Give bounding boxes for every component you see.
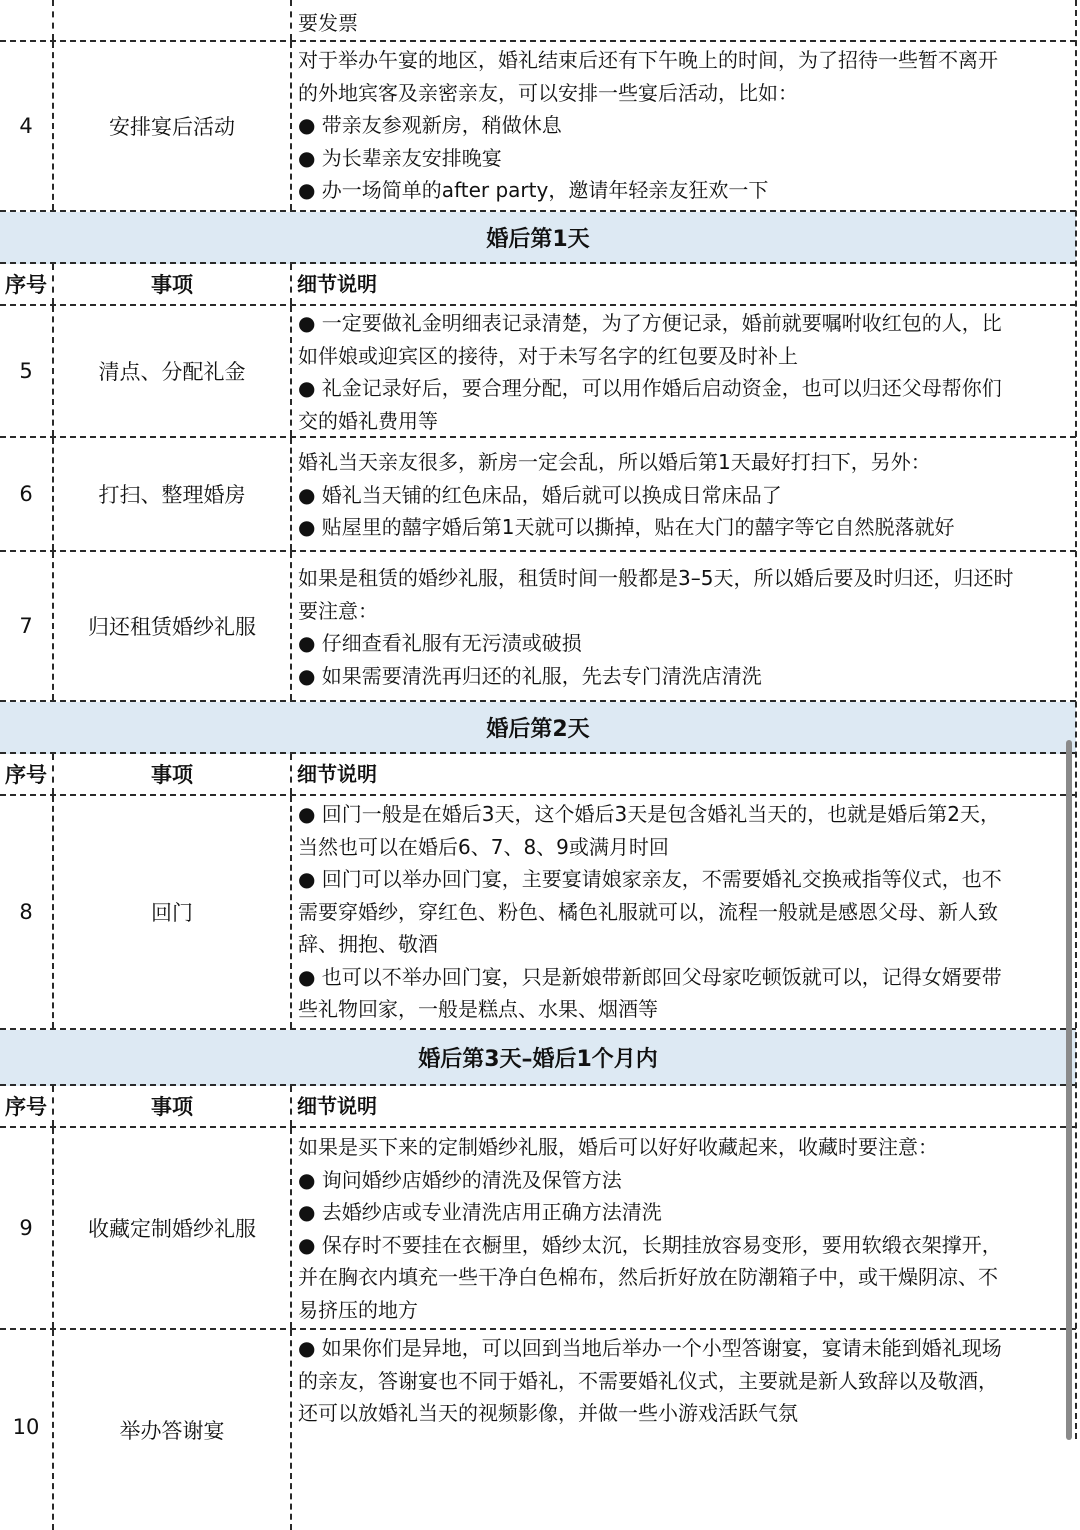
- detail-line: 当然也可以在婚后6、7、8、9或满月时回: [298, 834, 669, 859]
- row-detail: [292, 1128, 1076, 1328]
- row-detail-cell: [292, 0, 1076, 40]
- detail-line: ● 礼金记录好后，要合理分配，可以用作婚后启动资金，也可以归还父母帮你们: [298, 376, 1002, 400]
- detail-line: 对于举办午宴的地区，婚礼结束后还有下午晚上的时间，为了招待一些暂不离开: [298, 48, 998, 72]
- header-number: 序号: [0, 264, 54, 304]
- detail-line: 要发票: [298, 11, 358, 35]
- table-right-border: [1075, 0, 1077, 1439]
- detail-line: 并在胸衣内填充一些干净白色棉布，然后折好放在防潮箱子中，或干燥阴凉、不: [298, 1265, 998, 1289]
- section-heading: 婚后第1天: [0, 212, 1076, 264]
- table-row: [0, 306, 1076, 438]
- table-row: [0, 552, 1076, 702]
- row-number: 8: [0, 796, 54, 1028]
- table-header: [0, 264, 1076, 306]
- detail-line: ● 询问婚纱店婚纱的清洗及保管方法: [298, 1167, 622, 1192]
- detail-line: 些礼物回家，一般是糕点、水果、烟酒等: [298, 997, 658, 1021]
- table-row-partial: [0, 0, 1076, 42]
- section-heading: 婚后第2天: [0, 702, 1076, 754]
- detail-line: 易挤压的地方: [298, 1297, 418, 1322]
- scrollbar[interactable]: [1066, 740, 1072, 1440]
- table-header: [0, 1086, 1076, 1128]
- row-detail: [292, 42, 1076, 210]
- row-number: 5: [0, 306, 54, 436]
- detail-line: ● 如果你们是异地，可以回到当地后举办一个小型答谢宴，宴请未能到婚礼现场: [298, 1336, 1002, 1360]
- header-item: 事项: [54, 754, 292, 794]
- row-item: 举办答谢宴: [54, 1330, 292, 1530]
- detail-line: 如伴娘或迎宾区的接待，对于未写名字的红包要及时补上: [298, 343, 798, 368]
- detail-line: ● 回门一般是在婚后3天，这个婚后3天是包含婚礼当天的，也就是婚后第2天，: [298, 802, 1000, 826]
- detail-line: 要注意：: [298, 598, 378, 623]
- row-number: 9: [0, 1128, 54, 1328]
- row-detail: [292, 1330, 1076, 1530]
- detail-line: 如果是买下来的定制婚纱礼服，婚后可以好好收藏起来，收藏时要注意：: [298, 1135, 938, 1159]
- table-row: [0, 1330, 1076, 1530]
- detail-line: ● 回门可以举办回门宴，主要宴请娘家亲友，不需要婚礼交换戒指等仪式，也不: [298, 867, 1002, 891]
- table-row: [0, 42, 1076, 212]
- detail-line: 的亲友，答谢宴也不同于婚礼，不需要婚礼仪式，主要就是新人致辞以及敬酒，: [298, 1368, 998, 1393]
- row-item: 安排宴后活动: [54, 42, 292, 210]
- row-number-cell: [0, 0, 54, 40]
- detail-line: 需要穿婚纱，穿红色、粉色、橘色礼服就可以，流程一般就是感恩父母、新人致: [298, 899, 998, 924]
- row-detail: [292, 796, 1076, 1028]
- row-detail: [292, 552, 1076, 700]
- row-number: 10: [0, 1330, 54, 1530]
- detail-line: ● 一定要做礼金明细表记录清楚，为了方便记录，婚前就要嘱咐收红包的人，比: [298, 311, 1002, 335]
- header-item: 事项: [54, 1086, 292, 1126]
- table-row: [0, 796, 1076, 1030]
- row-detail: [292, 306, 1076, 436]
- row-number: 7: [0, 552, 54, 700]
- table-header: [0, 754, 1076, 796]
- header-number: 序号: [0, 1086, 54, 1126]
- detail-line: ● 婚礼当天铺的红色床品，婚后就可以换成日常床品了: [298, 482, 782, 507]
- detail-line: ● 保存时不要挂在衣橱里，婚纱太沉，长期挂放容易变形，要用软缎衣架撑开，: [298, 1232, 1002, 1257]
- row-number: 6: [0, 438, 54, 550]
- detail-line: ● 带亲友参观新房，稍做休息: [298, 113, 562, 137]
- row-item: 归还租赁婚纱礼服: [54, 552, 292, 700]
- table-row: [0, 438, 1076, 552]
- header-item: 事项: [54, 264, 292, 304]
- row-item: 回门: [54, 796, 292, 1028]
- detail-line: ● 贴屋里的囍字婚后第1天就可以撕掉，贴在大门的囍字等它自然脱落就好: [298, 515, 955, 539]
- row-item: 打扫、整理婚房: [54, 438, 292, 550]
- detail-line: 如果是租赁的婚纱礼服，租赁时间一般都是3–5天，所以婚后要及时归还，归还时: [298, 566, 1014, 590]
- header-number: 序号: [0, 754, 54, 794]
- detail-line: ● 仔细查看礼服有无污渍或破损: [298, 631, 582, 655]
- detail-line: ● 办一场简单的after party，邀请年轻亲友狂欢一下: [298, 178, 769, 202]
- detail-line: 婚礼当天亲友很多，新房一定会乱，所以婚后第1天最好打扫下，另外：: [298, 450, 931, 474]
- detail-line: 还可以放婚礼当天的视频影像，并做一些小游戏活跃气氛: [298, 1401, 798, 1425]
- header-detail: 细节说明: [297, 1093, 377, 1118]
- detail-line: ● 如果需要清洗再归还的礼服，先去专门清洗店清洗: [298, 663, 762, 688]
- detail-line: ● 去婚纱店或专业清洗店用正确方法清洗: [298, 1200, 662, 1224]
- detail-line: ● 也可以不举办回门宴，只是新娘带新郎回父母家吃顿饭就可以，记得女婿要带: [298, 964, 1002, 989]
- row-item: 收藏定制婚纱礼服: [54, 1128, 292, 1328]
- row-item-cell: [54, 0, 292, 40]
- detail-line: 辞、拥抱、敬酒: [298, 932, 438, 956]
- table-row: [0, 1128, 1076, 1330]
- detail-line: ● 为长辈亲友安排晚宴: [298, 145, 502, 170]
- detail-line: 的外地宾客及亲密亲友，可以安排一些宴后活动，比如：: [298, 80, 798, 105]
- row-number: 4: [0, 42, 54, 210]
- header-detail: 细节说明: [297, 761, 377, 786]
- header-detail: 细节说明: [297, 271, 377, 296]
- section-heading: 婚后第3天–婚后1个月内: [0, 1030, 1076, 1086]
- detail-line: 交的婚礼费用等: [298, 408, 438, 433]
- row-item: 清点、分配礼金: [54, 306, 292, 436]
- row-detail: [292, 438, 1076, 550]
